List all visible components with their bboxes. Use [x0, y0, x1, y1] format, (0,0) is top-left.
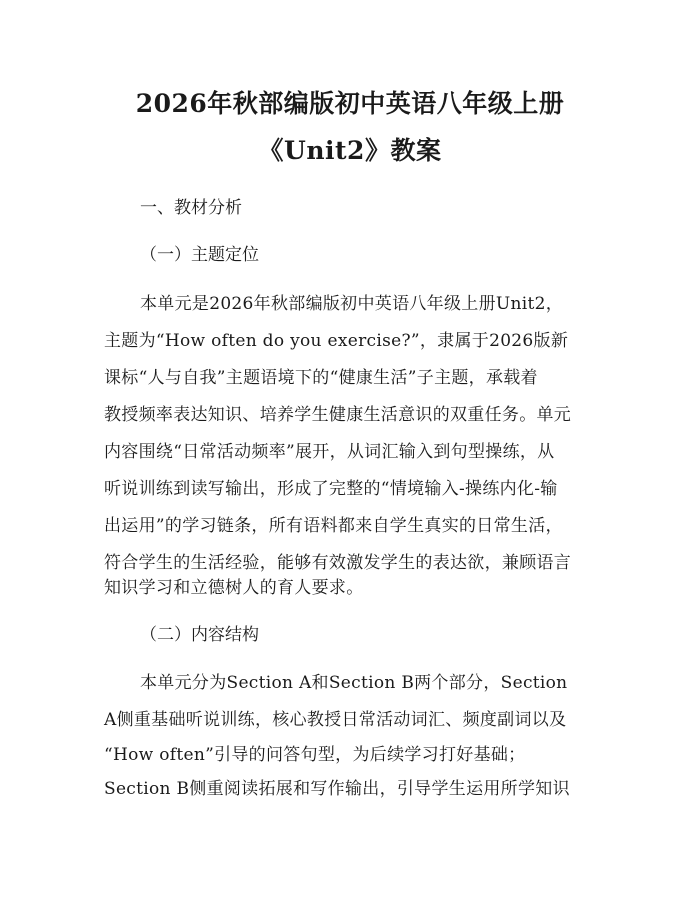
paragraph-line: 听说训练到读写输出，形成了完整的“情境输入-操练内化-输	[104, 479, 558, 499]
document-title-line-2: 《Unit2》教案	[258, 136, 442, 165]
paragraph-line: 出运用”的学习链条，所有语料都来自学生真实的日常生活，	[104, 516, 563, 536]
paragraph-line: Section B侧重阅读拓展和写作输出，引导学生运用所学知识	[104, 779, 570, 799]
paragraph-line: 知识学习和立德树人的育人要求。	[104, 578, 364, 598]
paragraph-line: “How often”引导的问答句型，为后续学习打好基础；	[104, 745, 526, 765]
paragraph-line: A侧重基础听说训练，核心教授日常活动词汇、频度副词以及	[104, 710, 567, 730]
subsection-heading-theme: （一）主题定位	[140, 245, 259, 265]
section-heading-textbook-analysis: 一、教材分析	[140, 198, 242, 218]
subsection-heading-structure: （二）内容结构	[140, 625, 259, 645]
document-title-line-1: 2026年秋部编版初中英语八年级上册	[135, 89, 565, 118]
paragraph-line: 主题为“How often do you exercise?”，隶属于2026版新	[104, 331, 569, 351]
paragraph-line: 教授频率表达知识、培养学生健康生活意识的双重任务。单元	[104, 405, 572, 425]
paragraph-line: 课标“人与自我”主题语境下的“健康生活”子主题，承载着	[104, 368, 538, 388]
paragraph-line: 符合学生的生活经验，能够有效激发学生的表达欲，兼顾语言	[104, 553, 572, 573]
paragraph-line: 本单元是2026年秋部编版初中英语八年级上册Unit2，	[140, 294, 564, 314]
paragraph-line: 本单元分为Section A和Section B两个部分，Section	[140, 673, 568, 693]
paragraph-line: 内容围绕“日常活动频率”展开，从词汇输入到句型操练，从	[104, 442, 555, 462]
